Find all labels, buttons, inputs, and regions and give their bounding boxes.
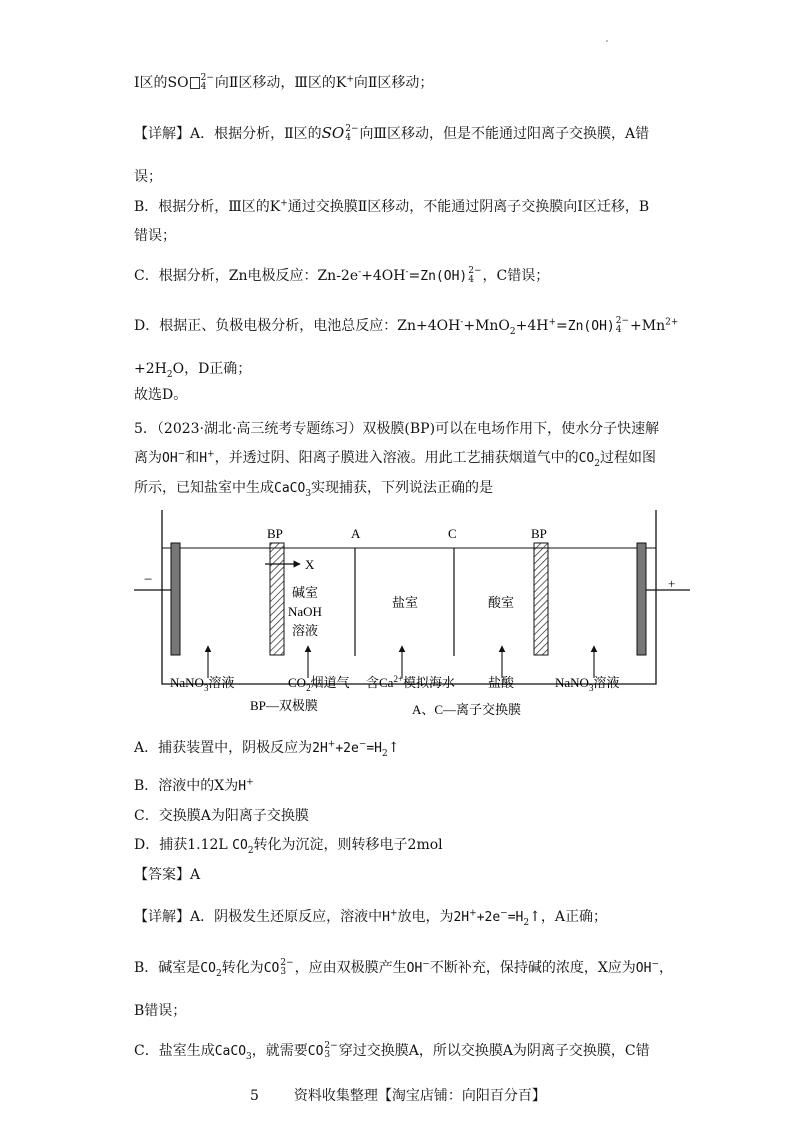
q4-detail-c: C．根据分析，Zn电极反应：Zn-2e-+4OH-=Zn(OH) 2− 4 ，C错误； (134, 266, 550, 285)
bp-right-label: BP (531, 526, 547, 541)
analysis-line: Ⅰ区的SO 2− 4 向Ⅱ区移动，Ⅲ区的K+向Ⅱ区移动； (134, 73, 434, 92)
page-footer (250, 1085, 546, 1105)
q5-detail-b: B．碱室是$CO_2$转化为CO 2− 3 ，应由双极膜产生OH−不断补充，保持碱的浓度，X应为OH−， (134, 958, 673, 979)
q5-stem-line1: 5．（2023·湖北·高三统考专题练习）双极膜(BP)可以在电场作用下，使水分子快速解 (134, 421, 660, 437)
acid-room-label: 酸室 (488, 595, 515, 610)
legend-bp: BP—双极膜 (250, 698, 318, 713)
alkali-room-line2: NaOH (288, 604, 322, 619)
option-b: B．溶液中的X为H+ (134, 777, 254, 794)
page-number: 5 (250, 1088, 259, 1104)
option-a: A．捕获装置中，阴极反应为$2H^++2e^-=H_2↑$ (134, 739, 400, 759)
alkali-room-line3: 溶液 (292, 623, 319, 638)
input-label-1: NaNO$_3$溶液 (170, 675, 235, 693)
plus-sign: + (668, 576, 676, 591)
input-label-5: NaNO$_3$溶液 (555, 675, 620, 693)
option-c: C．交换膜A为阳离子交换膜 (134, 808, 309, 824)
input-label-3: 含$Ca^{2+}$模拟海水 (366, 674, 456, 690)
membrane-c-label: C (448, 526, 457, 541)
q4-detail-b-cont: 错误； (134, 228, 176, 244)
q4-detail-d-cont: $+2H_2O$，D正确； (134, 361, 252, 380)
q5-detail-b-cont: B错误； (134, 1003, 187, 1019)
legend-ac: A、C—离子交换膜 (412, 702, 522, 717)
q4-detail-a-cont: 误； (134, 169, 162, 185)
q4-choice: 故选D。 (134, 387, 188, 403)
option-d: D．捕获1.12L $CO_2$转化为沉淀，则转移电子2mol (134, 837, 443, 856)
q5-stem-line2: 离为OH−和H+，并透过阴、阳离子膜进入溶液。用此工艺捕获烟道气中的$CO_2$过程如图 (134, 449, 656, 469)
anode-electrode (637, 543, 646, 655)
input-label-4: 盐酸 (488, 675, 515, 690)
q4-detail-b: B．根据分析，Ⅲ区的K+通过交换膜Ⅱ区移动，不能通过阴离子交换膜向Ⅰ区迁移，B (134, 198, 650, 215)
electrolysis-diagram (130, 508, 710, 720)
answer: 【答案】A (134, 867, 201, 883)
salt-room-label: 盐室 (392, 595, 419, 610)
bp-membrane-right (534, 543, 548, 655)
membrane-a-label: A (351, 526, 361, 541)
cathode-electrode (171, 543, 180, 655)
q5-stem-line3: 所示，已知盐室中生成CaCO$_3$实现捕获，下列说法正确的是 (134, 480, 494, 499)
footer-text: 资料收集整理【淘宝店铺：向阳百分百】 (293, 1088, 546, 1104)
q5-detail-a: 【详解】A．阴极发生还原反应，溶液中H+放电，为$2H^++2e^-=H_2↑$，A正确； (134, 908, 607, 928)
minus-sign: − (144, 572, 153, 588)
q4-detail-a: 【详解】A．根据分析，Ⅱ区的SO 2− 4 向Ⅲ区移动，但是不能通过阳离子交换膜，A错 (134, 124, 650, 143)
q4-detail-d: D．根据正、负极电极分析，电池总反应：Zn+4OH-+MnO$_2$+4H+=Zn(OH) 2− 4 $+Mn^{2+}$ (134, 316, 679, 337)
bp-left-label: BP (267, 526, 283, 541)
missing-glyph-box (190, 77, 200, 89)
x-label: X (305, 557, 315, 572)
q5-detail-c: C．盐室生成CaCO$_3$，就需要CO 2− 3 穿过交换膜A，所以交换膜A为阴离子交换膜，C错 (134, 1041, 650, 1062)
input-label-2: $CO_2$烟道气 (288, 675, 350, 693)
alkali-room-line1: 碱室 (292, 585, 319, 600)
page-mark (606, 40, 608, 42)
bp-membrane-left (270, 543, 284, 655)
